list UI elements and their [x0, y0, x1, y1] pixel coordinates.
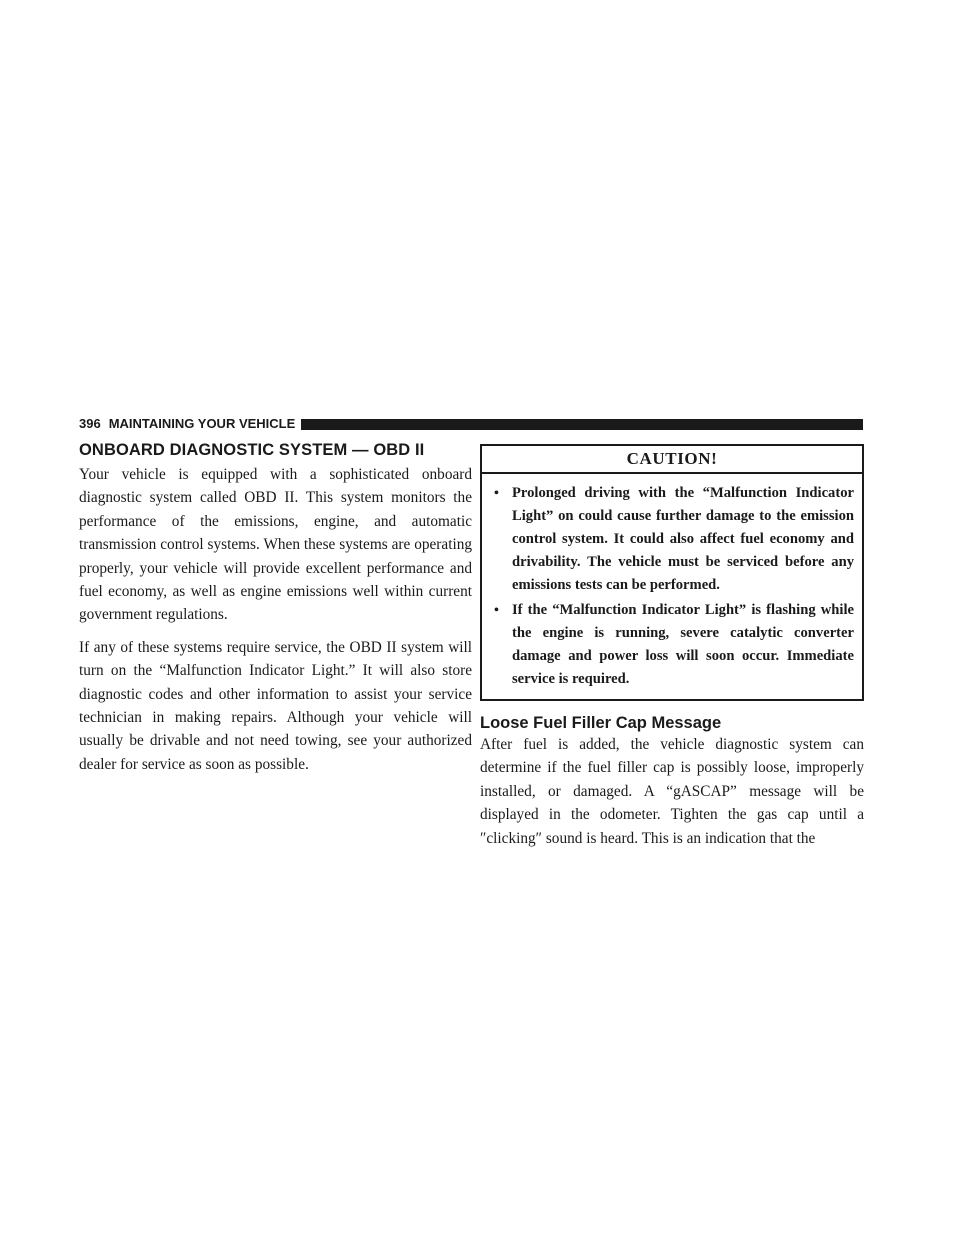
right-column	[480, 444, 864, 859]
caution-item-text: If the “Malfunction Indicator Light” is flashing while the engine is running, severe catalytic converter damage and power loss will soon occur. Immediate service is required.	[512, 602, 854, 687]
obd-paragraph-1: Your vehicle is equipped with a sophisticated onboard diagnostic system called OBD II. This system monitors the performance of the emissions, engine, and automatic transmission control systems. When these systems are operating properly, your vehicle will provide excellent performance and fuel economy, as well as engine emissions well within current government regulations.	[79, 466, 472, 624]
caution-box	[480, 444, 864, 701]
loose-cap-paragraph: After fuel is added, the vehicle diagnostic system can determine if the fuel filler cap is possibly loose, improperly installed, or damaged. A “gASCAP” message will be displayed in the odometer. Tighten the gas cap until a ″clicking″ sound is heard. This is an indication that the	[480, 736, 864, 847]
obd-paragraph-2: If any of these systems require service, the OBD II system will turn on the “Malfunction Indicator Light.” It will also store diagnostic codes and other information to assist your service technician in making repairs. Although your vehicle will usually be drivable and not need towing, see your authorized dealer for service as soon as possible.	[79, 638, 472, 773]
caution-item-text: Prolonged driving with the “Malfunction Indicator Light” on could cause further damage to the emission control system. It could also affect fuel economy and drivability. The vehicle must be serviced before any emissions tests can be performed.	[512, 485, 854, 593]
caution-item	[494, 599, 854, 691]
caution-item	[494, 482, 854, 597]
obd-heading: ONBOARD DIAGNOSTIC SYSTEM — OBD II	[79, 441, 425, 459]
header-rule	[301, 419, 863, 430]
caution-list	[482, 474, 862, 699]
running-header	[79, 416, 863, 432]
bullet-icon: •	[494, 603, 499, 618]
caution-title: CAUTION!	[482, 446, 862, 474]
bullet-icon: •	[494, 486, 499, 501]
page-number: 396	[79, 416, 101, 431]
left-column	[79, 440, 472, 785]
loose-cap-heading: Loose Fuel Filler Cap Message	[480, 714, 722, 732]
section-title: MAINTAINING YOUR VEHICLE	[108, 416, 296, 431]
